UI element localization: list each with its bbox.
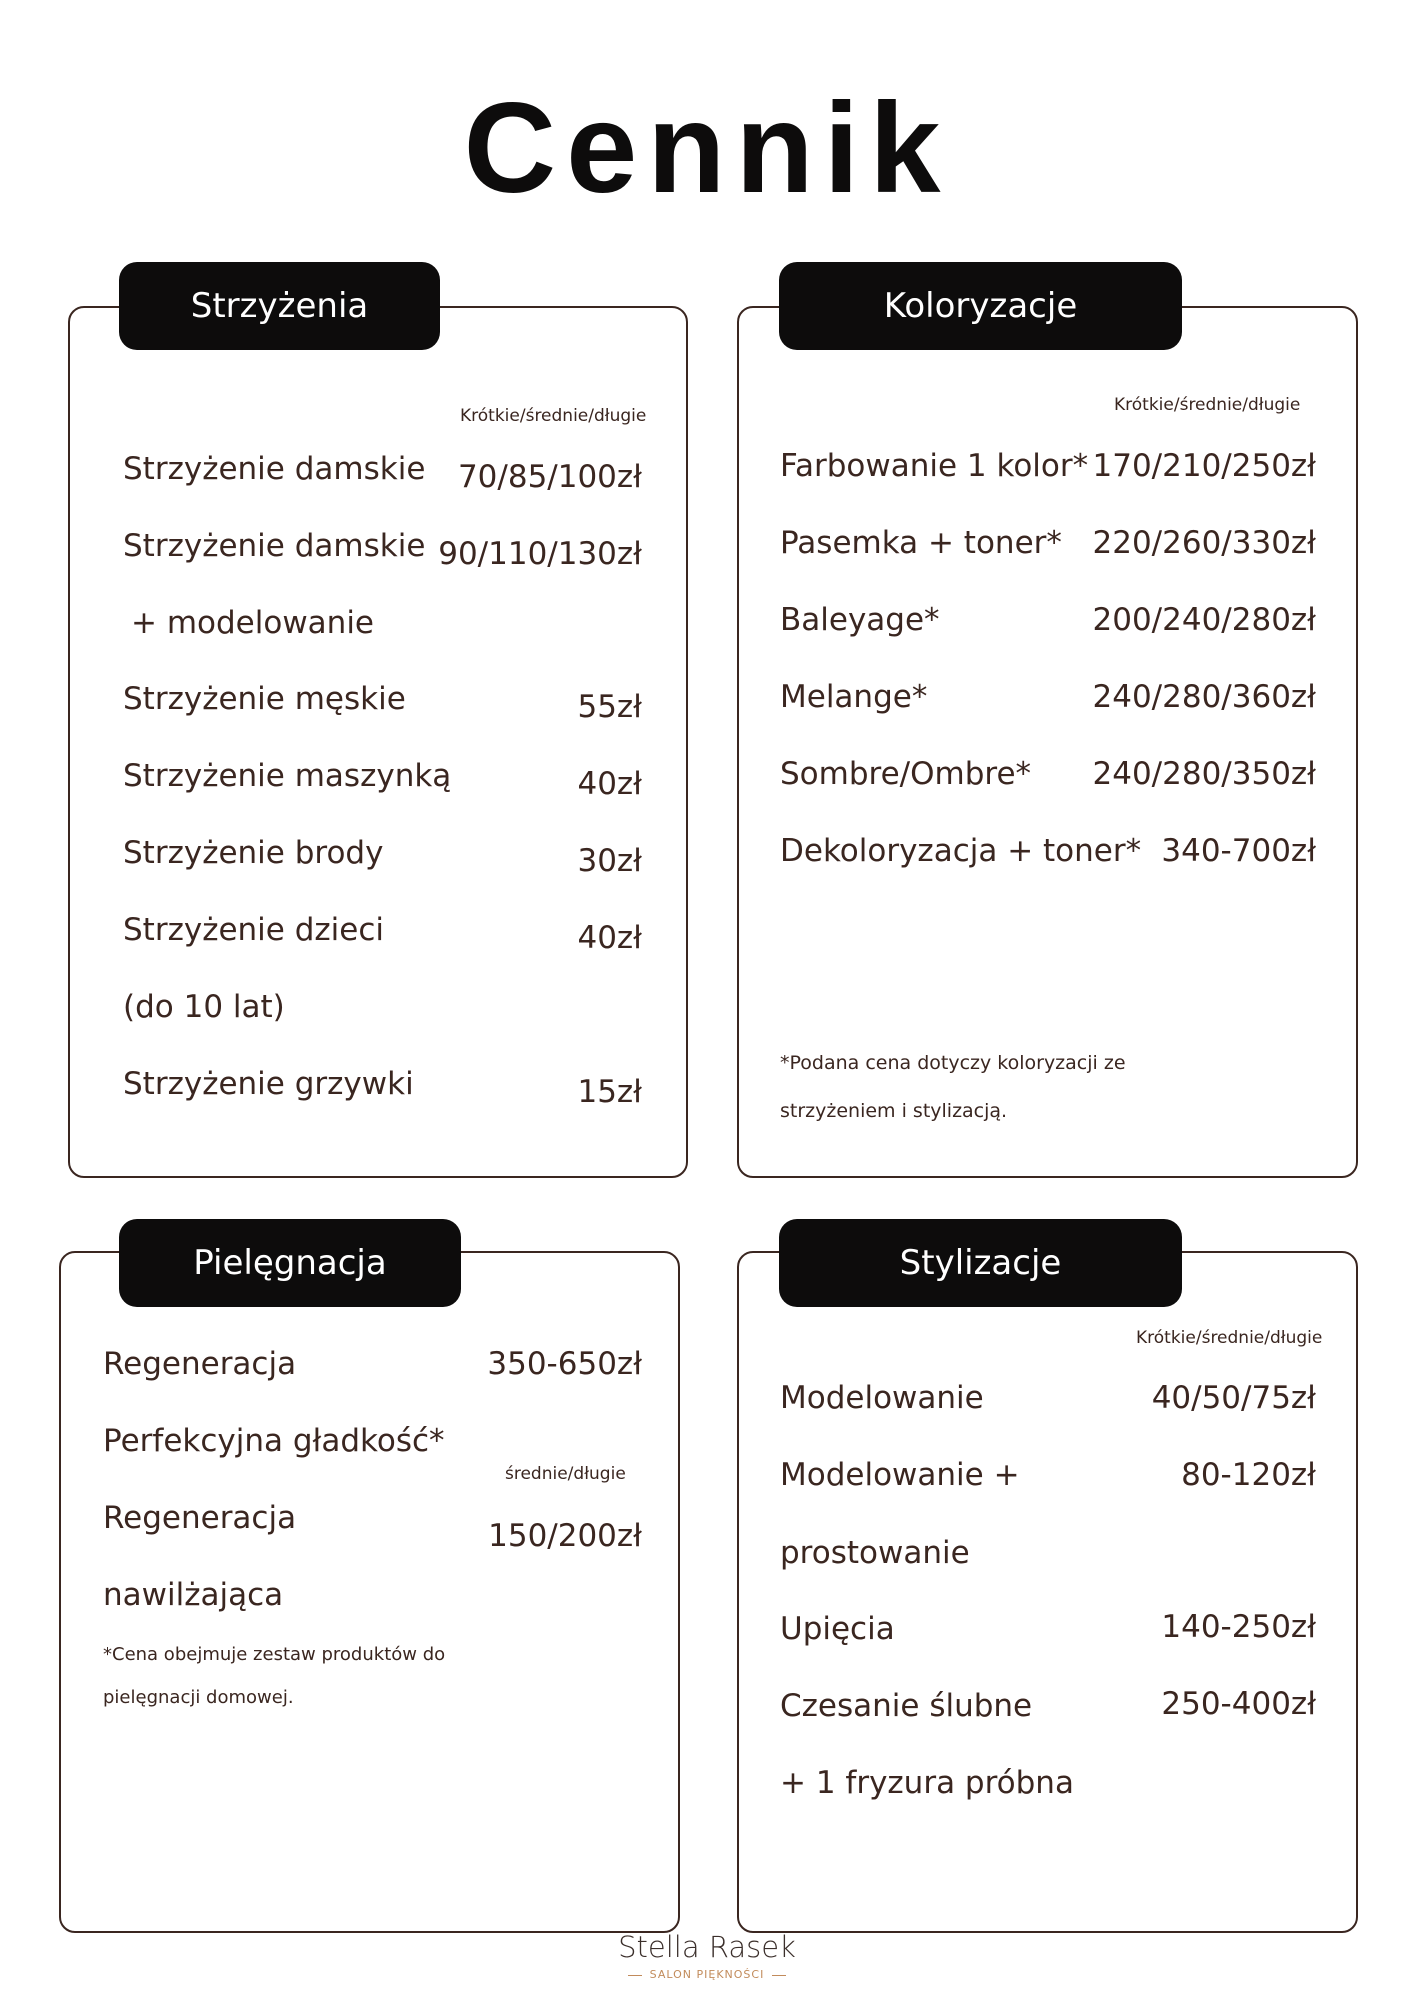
- haircut-name: Strzyżenie męskie: [123, 681, 406, 717]
- styling-price: 140-250zł: [1161, 1609, 1316, 1645]
- care-name: Regeneracja: [103, 1500, 297, 1536]
- styling-name: Modelowanie +: [780, 1457, 1020, 1493]
- haircuts-panel: [68, 306, 688, 1178]
- haircuts-size-header: Krótkie/średnie/długie: [460, 406, 647, 426]
- styling-name: Upięcia: [780, 1611, 895, 1647]
- coloring-size-header: Krótkie/średnie/długie: [1114, 395, 1301, 415]
- coloring-name: Dekoloryzacja + toner*: [780, 833, 1142, 869]
- haircuts-heading: Strzyżenia: [119, 262, 440, 350]
- care-heading: Pielęgnacja: [119, 1219, 461, 1307]
- coloring-price: 240/280/360zł: [1092, 679, 1316, 715]
- styling-name: Czesanie ślubne: [780, 1688, 1033, 1724]
- care-note: *Cena obejmuje zestaw produktów do: [103, 1644, 446, 1665]
- haircut-price: 55zł: [577, 689, 642, 725]
- care-price: 350-650zł: [487, 1346, 642, 1382]
- coloring-name: Melange*: [780, 679, 928, 715]
- care-note: pielęgnacji domowej.: [103, 1687, 294, 1708]
- coloring-price: 200/240/280zł: [1092, 602, 1316, 638]
- styling-price: 40/50/75zł: [1151, 1380, 1316, 1416]
- styling-price: 250-400zł: [1161, 1686, 1316, 1722]
- haircut-name: Strzyżenie grzywki: [123, 1066, 414, 1102]
- styling-name: Modelowanie: [780, 1380, 984, 1416]
- coloring-heading: Koloryzacje: [779, 262, 1182, 350]
- haircut-name: Strzyżenie brody: [123, 835, 384, 871]
- salon-logo-tagline: [0, 1968, 1414, 1981]
- coloring-price: 240/280/350zł: [1092, 756, 1316, 792]
- coloring-price: 340-700zł: [1161, 833, 1316, 869]
- page-title: Cennik: [463, 77, 951, 220]
- coloring-price: 170/210/250zł: [1092, 448, 1316, 484]
- coloring-name: Pasemka + toner*: [780, 525, 1062, 561]
- haircut-price: 70/85/100zł: [457, 459, 642, 495]
- haircut-name-continued: + modelowanie: [131, 605, 375, 641]
- haircut-price: 90/110/130zł: [438, 536, 642, 572]
- styling-size-header: Krótkie/średnie/długie: [1136, 1328, 1323, 1348]
- styling-name-continued: prostowanie: [780, 1535, 970, 1571]
- care-name-continued: nawilżająca: [103, 1577, 284, 1613]
- styling-price: 80-120zł: [1181, 1457, 1316, 1493]
- haircut-price: 40zł: [577, 766, 642, 802]
- haircut-name-continued: (do 10 lat): [123, 989, 285, 1025]
- styling-heading: Stylizacje: [779, 1219, 1182, 1307]
- haircut-price: 15zł: [577, 1074, 642, 1110]
- salon-logo-name: Stella Rasek: [618, 1930, 796, 1964]
- haircut-name: Strzyżenie dzieci: [123, 912, 385, 948]
- coloring-name: Baleyage*: [780, 602, 940, 638]
- salon-logo-tagline-text: SALON PIĘKNOŚCI: [649, 1968, 765, 1981]
- coloring-note: strzyżeniem i stylizacją.: [780, 1100, 1008, 1122]
- styling-panel: [737, 1251, 1358, 1933]
- haircut-name: Strzyżenie damskie: [123, 528, 426, 564]
- care-name: Perfekcyjna gładkość*: [103, 1423, 445, 1459]
- coloring-panel: [737, 306, 1358, 1178]
- care-name: Regeneracja: [103, 1346, 297, 1382]
- care-price: 150/200zł: [488, 1518, 642, 1554]
- haircut-name: Strzyżenie maszynką: [123, 758, 452, 794]
- haircut-name: Strzyżenie damskie: [123, 451, 426, 487]
- haircut-price: 30zł: [577, 843, 642, 879]
- coloring-name: Sombre/Ombre*: [780, 756, 1032, 792]
- coloring-note: *Podana cena dotyczy koloryzacji ze: [780, 1052, 1126, 1074]
- coloring-price: 220/260/330zł: [1092, 525, 1316, 561]
- care-size-header: średnie/długie: [505, 1464, 626, 1484]
- haircut-price: 40zł: [577, 920, 642, 956]
- styling-name-continued: + 1 fryzura próbna: [780, 1765, 1074, 1801]
- coloring-name: Farbowanie 1 kolor*: [780, 448, 1089, 484]
